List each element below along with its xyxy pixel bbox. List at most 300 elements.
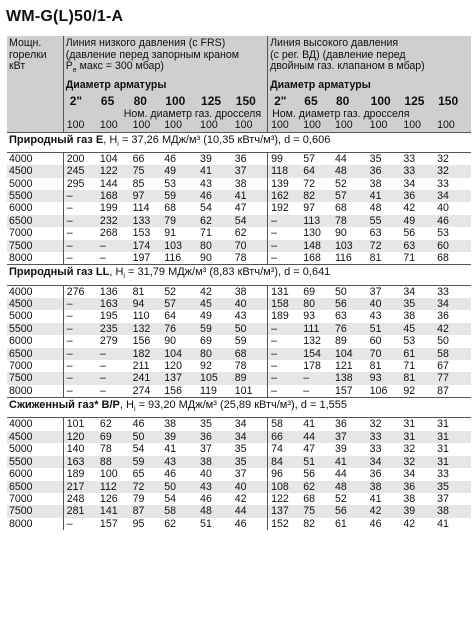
high-pressure-cell: 31 (400, 431, 434, 443)
power-cell: 6500 (7, 215, 63, 227)
high-pressure-cell: 192 (268, 202, 301, 214)
high-pressure-cell: 152 (268, 518, 301, 530)
high-pressure-cell: 76 (332, 323, 367, 335)
table-row (7, 518, 471, 530)
table-row (7, 431, 471, 443)
low-pressure-cell: – (63, 252, 97, 265)
high-pressure-cell: 58 (268, 418, 301, 431)
diameter-value: 65 (100, 93, 115, 108)
low-pressure-cell: 49 (161, 165, 197, 177)
power-cell: 7500 (7, 505, 63, 517)
low-pressure-cell: 87 (130, 505, 162, 517)
low-pressure-cell: 200 (63, 152, 97, 165)
high-pressure-cell: 93 (303, 310, 316, 323)
power-cell: 6000 (9, 468, 33, 481)
low-pressure-cell: 46 (130, 418, 162, 431)
high-pressure-cell: 45 (400, 323, 434, 335)
high-pressure-cell: 36 (367, 165, 401, 177)
low-pressure-cell: 163 (97, 298, 130, 310)
table-row (7, 468, 471, 480)
low-pressure-cell: 37 (234, 468, 247, 481)
diameter-value: 65 (304, 93, 318, 108)
high-pressure-cell: 178 (303, 360, 321, 373)
high-pressure-cell: 52 (334, 492, 347, 505)
high-pressure-cell: 92 (403, 384, 416, 397)
low-pressure-cell: 136 (97, 285, 130, 298)
low-pressure-cell: 50 (130, 431, 162, 443)
table-row (7, 481, 471, 493)
low-pressure-cell: 40 (232, 298, 268, 310)
low-nom-label: Ном. диаметр газ. дросселя (63, 109, 267, 121)
high-pressure-cell: 31 (437, 443, 449, 456)
low-pressure-cell: 40 (200, 468, 212, 481)
section-hi-label: , H (103, 133, 118, 146)
low-pressure-cell: 51 (200, 517, 212, 530)
low-pressure-cell: 114 (132, 202, 150, 215)
low-pressure-cell: 35 (232, 456, 268, 468)
power-cell: 5000 (9, 310, 33, 323)
high-pressure-cell: – (268, 323, 301, 335)
high-pressure-cell: 33 (437, 468, 449, 481)
low-pressure-cell: 156 (164, 384, 182, 397)
low-pressure-cell: 37 (232, 165, 268, 177)
table-row (7, 240, 471, 252)
low-pressure-cell: 44 (232, 505, 268, 517)
power-cell: 8000 (9, 384, 33, 397)
low-pressure-line: Линия низкого давления (с FRS) (65, 37, 226, 49)
low-pressure-cell: 62 (234, 227, 247, 240)
power-cell: 6500 (7, 348, 63, 360)
low-pressure-cell: 46 (161, 152, 197, 165)
low-pressure-cell: 57 (161, 298, 197, 310)
section-header-row (7, 398, 471, 418)
high-pressure-cell: 58 (434, 348, 471, 360)
high-pressure-cell: 34 (403, 468, 416, 481)
power-cell: 4000 (7, 152, 63, 165)
high-pressure-cell: 43 (369, 310, 382, 323)
high-pressure-cell: 33 (367, 431, 401, 443)
section-title (7, 398, 471, 418)
high-pressure-cell: 38 (403, 310, 416, 323)
low-pressure-cell: 41 (164, 443, 177, 456)
nominal-value: 100 (164, 120, 182, 132)
low-pressure-cell: 35 (234, 443, 247, 456)
nominal-value: 100 (303, 120, 321, 132)
low-pressure-cell: 78 (234, 360, 247, 373)
low-pressure-cell: – (97, 348, 130, 360)
low-pressure-cell: 126 (99, 492, 118, 505)
high-pressure-cell: – (268, 385, 301, 398)
high-pressure-cell: 56 (403, 227, 416, 240)
section-hi-subscript: i (123, 273, 125, 281)
low-pressure-cell: 137 (161, 372, 197, 384)
low-pressure-cell: 295 (63, 178, 97, 190)
low-pressure-cell: 70 (232, 240, 268, 252)
diameter-value: 2" (63, 93, 97, 109)
high-pressure-cell: – (268, 227, 301, 239)
high-pressure-cell: 106 (369, 384, 388, 397)
table-row (7, 178, 471, 190)
low-pressure-cell: – (63, 385, 97, 398)
low-pressure-cell: 43 (234, 310, 247, 323)
low-pressure-cell: 59 (130, 456, 162, 468)
low-pressure-cell: 35 (197, 418, 232, 431)
low-pressure-cell: 79 (132, 492, 145, 505)
high-pressure-cell: 118 (268, 165, 301, 177)
high-pressure-cell: 97 (303, 202, 316, 215)
high-pressure-cell: 41 (437, 517, 449, 530)
low-pressure-cell: – (99, 252, 106, 265)
high-pressure-cell: 40 (437, 202, 449, 215)
table-row (7, 252, 471, 265)
low-pressure-cell: 54 (232, 215, 268, 227)
power-cell: 5000 (9, 443, 33, 456)
low-pressure-cell: 141 (97, 505, 130, 517)
power-cell: 5500 (7, 456, 63, 468)
low-pressure-cell: 235 (97, 323, 130, 335)
low-pressure-cell: 36 (197, 431, 232, 443)
high-pressure-cell: 33 (369, 443, 382, 456)
low-pressure-cell: 122 (97, 165, 130, 177)
low-pressure-cell: 38 (197, 456, 232, 468)
power-cell: 7000 (9, 227, 33, 240)
table-row (7, 385, 471, 398)
high-pressure-cell: 64 (300, 165, 332, 177)
low-pressure-cell: 78 (99, 443, 112, 456)
table-row (7, 456, 471, 468)
low-pressure-cell: 153 (132, 227, 151, 240)
low-pressure-cell: – (63, 298, 97, 310)
table-row (7, 505, 471, 517)
low-pressure-cell: 100 (99, 468, 118, 481)
power-cell: 7000 (9, 492, 33, 505)
low-pressure-cell: 68 (164, 202, 177, 215)
high-pressure-cell: 81 (369, 360, 382, 373)
high-pressure-cell: 81 (400, 372, 434, 384)
high-pressure-cell: 34 (434, 190, 471, 202)
low-pressure-cell: 46 (234, 517, 247, 530)
high-pressure-cell: 33 (400, 152, 434, 165)
empty-cell (7, 109, 63, 121)
low-pressure-cell: – (97, 372, 130, 384)
low-pressure-cell: 43 (197, 481, 232, 493)
high-pressure-cell: 31 (400, 418, 434, 431)
low-pressure-cell: 217 (63, 481, 97, 493)
high-pressure-cell: 81 (369, 252, 382, 265)
high-pressure-cell: 32 (367, 418, 401, 431)
low-pressure-cell: 132 (130, 323, 162, 335)
empty-cell (7, 120, 63, 132)
low-pressure-cell: 54 (164, 492, 177, 505)
high-pressure-cell: 162 (268, 190, 301, 202)
diam-values-row (7, 93, 471, 109)
nominal-value: 100 (334, 120, 353, 132)
high-pressure-header (268, 36, 471, 77)
high-pressure-cell: 67 (437, 360, 449, 373)
high-pressure-line: Линия высокого давления (270, 37, 399, 49)
nominal-value: 100 (268, 120, 301, 132)
high-pressure-cell: 80 (300, 298, 332, 310)
high-pressure-cell: 60 (369, 335, 382, 348)
high-pressure-cell: 56 (332, 298, 367, 310)
high-pressure-line: (с рег. ВД) (давление перед (270, 48, 406, 61)
table-row (7, 227, 471, 239)
high-pressure-cell: 87 (437, 384, 449, 397)
high-pressure-cell: 34 (367, 456, 401, 468)
high-pressure-cell: – (268, 240, 301, 252)
section-properties: = 37,26 МДж/м³ (10,35 кВтч/м³), d = 0,606 (118, 133, 331, 146)
high-pressure-cell: – (268, 348, 301, 360)
high-pressure-cell: 131 (268, 285, 301, 298)
low-pressure-cell: 80 (197, 348, 232, 360)
diameter-value: 150 (235, 93, 256, 108)
low-pressure-cell: 34 (232, 418, 268, 431)
high-pressure-cell: 38 (403, 492, 416, 505)
low-pressure-cell: – (63, 227, 97, 239)
table-row (7, 348, 471, 360)
power-col-line: горелки (9, 48, 47, 61)
high-pressure-cell: 68 (437, 252, 449, 265)
low-pressure-cell: 120 (164, 360, 182, 373)
low-pressure-cell: – (99, 360, 106, 373)
low-pressure-cell: 41 (232, 190, 268, 202)
low-pressure-cell: 133 (130, 215, 162, 227)
low-pressure-cell: 248 (63, 493, 97, 505)
high-pressure-cell: 52 (334, 177, 347, 190)
low-pressure-cell: 54 (200, 202, 212, 215)
high-pressure-cell: 42 (434, 323, 471, 335)
high-pressure-cell: 44 (334, 468, 347, 481)
high-pressure-cell: 44 (300, 431, 332, 443)
diameter-value: 80 (335, 93, 350, 108)
section-title (7, 265, 471, 285)
low-pressure-cell: 110 (132, 310, 150, 323)
high-pressure-cell: 99 (268, 152, 301, 165)
high-pressure-cell: 38 (369, 177, 382, 190)
high-pressure-cell: 50 (332, 285, 367, 298)
high-diam-label: Диаметр арматуры (268, 77, 471, 93)
low-pressure-cell: 45 (197, 298, 232, 310)
high-pressure-cell: 32 (434, 152, 471, 165)
high-pressure-cell: 37 (367, 285, 401, 298)
power-cell: 6000 (9, 202, 33, 215)
high-pressure-cell: 157 (334, 384, 353, 397)
high-pressure-cell: – (268, 335, 301, 347)
low-pressure-cell: 36 (232, 152, 268, 165)
high-pressure-cell: 63 (400, 240, 434, 252)
low-pressure-cell: 268 (99, 227, 118, 240)
low-pressure-cell: 211 (132, 360, 150, 373)
high-nom-label: Ном. диаметр газ. дросселя (268, 109, 471, 121)
diam-label-row (7, 77, 471, 93)
pressure-table-wrap (7, 36, 471, 530)
high-pressure-cell: 68 (303, 492, 316, 505)
low-pressure-cell: 156 (132, 335, 151, 348)
high-pressure-cell: 130 (303, 227, 321, 240)
high-pressure-cell: 36 (437, 310, 449, 323)
low-pressure-cell: 90 (200, 252, 212, 265)
low-pressure-cell: 140 (63, 443, 97, 455)
low-pressure-cell: 279 (99, 335, 118, 348)
high-pressure-cell: 189 (268, 310, 301, 322)
section-hi-label: , H (119, 399, 134, 412)
low-pressure-cell: – (63, 240, 97, 252)
high-pressure-cell: 32 (434, 165, 471, 177)
power-cell: 5500 (7, 323, 63, 335)
low-pressure-cell: 89 (232, 372, 268, 384)
high-pressure-cell: 37 (332, 431, 367, 443)
low-pressure-cell: 68 (232, 348, 268, 360)
power-cell: 6000 (9, 335, 33, 348)
high-pressure-cell: 63 (334, 310, 347, 323)
low-pressure-cell: 168 (97, 190, 130, 202)
high-pressure-line: двойным газ. клапаном в мбар) (270, 60, 425, 72)
low-pressure-cell: 116 (164, 252, 182, 265)
low-pressure-cell: 48 (197, 505, 232, 517)
section-header-row (7, 265, 471, 285)
high-pressure-cell: – (268, 372, 301, 384)
table-row (7, 285, 471, 298)
section-hi-subscript: i (133, 406, 136, 414)
high-pressure-cell: 49 (400, 215, 434, 227)
section-hi-subscript: i (117, 140, 119, 148)
table-row (7, 215, 471, 227)
high-pressure-cell: 35 (400, 298, 434, 310)
low-pressure-cell: – (63, 348, 97, 360)
low-pressure-cell: 54 (132, 443, 145, 456)
low-pressure-cell: 281 (63, 505, 97, 517)
low-pressure-cell: 62 (97, 418, 130, 431)
power-col-header (7, 36, 63, 77)
low-pressure-cell: 59 (197, 323, 232, 335)
high-pressure-cell: 33 (437, 177, 449, 190)
high-pressure-cell: 38 (367, 481, 401, 493)
high-pressure-cell: 77 (434, 372, 471, 384)
section-hi-label: , H (109, 266, 124, 279)
nom-label-row (7, 109, 471, 121)
low-pressure-cell: 58 (161, 505, 197, 517)
low-pressure-cell: 41 (197, 165, 232, 177)
diameter-value: 150 (438, 93, 459, 108)
low-pressure-cell: 39 (161, 431, 197, 443)
low-pressure-cell: – (63, 372, 97, 384)
high-pressure-cell: 122 (268, 493, 301, 505)
table-row (7, 323, 471, 335)
low-pressure-cell: 50 (232, 323, 268, 335)
nominal-value: 100 (403, 120, 422, 132)
low-pressure-cell: 43 (200, 177, 212, 190)
low-pressure-cell: 47 (234, 202, 247, 215)
low-pressure-cell: 91 (164, 227, 177, 240)
high-pressure-cell: 89 (334, 335, 347, 348)
high-pressure-cell: – (268, 360, 301, 372)
high-pressure-cell: 113 (300, 215, 332, 227)
low-pressure-cell: 81 (130, 285, 162, 298)
high-pressure-cell: – (268, 215, 301, 227)
power-cell: 7500 (7, 372, 63, 384)
high-pressure-cell: 41 (332, 456, 367, 468)
high-pressure-cell: 66 (268, 431, 301, 443)
table-row (7, 372, 471, 384)
low-pressure-cell: 62 (197, 215, 232, 227)
low-pressure-cell: 59 (234, 335, 247, 348)
high-pressure-cell: 38 (434, 505, 471, 517)
low-pressure-cell: 65 (132, 468, 145, 481)
high-pressure-cell: 84 (268, 456, 301, 468)
high-pressure-cell: 121 (334, 360, 353, 373)
table-row (7, 202, 471, 214)
high-pressure-cell: 36 (369, 468, 382, 481)
low-pressure-cell: – (99, 384, 106, 397)
high-pressure-cell: 103 (332, 240, 367, 252)
high-pressure-cell: 82 (303, 517, 316, 530)
low-pressure-cell: 92 (200, 360, 212, 373)
high-pressure-cell: 42 (403, 517, 416, 530)
high-pressure-cell: 36 (400, 190, 434, 202)
low-pressure-cell: 46 (197, 190, 232, 202)
low-pressure-cell: – (63, 323, 97, 335)
low-pressure-cell: – (63, 202, 97, 214)
low-pressure-cell: 199 (99, 202, 118, 215)
power-cell: 4500 (7, 431, 63, 443)
high-pressure-cell: 35 (434, 481, 471, 493)
high-pressure-cell: 41 (369, 492, 382, 505)
nominal-value: 100 (63, 120, 97, 132)
diameter-value: 125 (201, 93, 222, 108)
low-pressure-cell: 104 (161, 348, 197, 360)
low-pressure-cell: – (63, 335, 97, 347)
high-pressure-cell: 116 (334, 252, 352, 265)
high-pressure-cell: 33 (434, 285, 471, 298)
high-pressure-cell: 48 (332, 481, 367, 493)
low-pressure-cell: 85 (132, 177, 145, 190)
power-cell: 4000 (7, 285, 63, 298)
low-pressure-cell: 97 (130, 190, 162, 202)
high-pressure-cell: 56 (332, 505, 367, 517)
p-max-text: макс = 300 мбар) (79, 60, 164, 72)
power-cell: 4000 (7, 418, 63, 431)
nominal-value: 100 (369, 120, 388, 132)
section-gas-name: Природный газ E (9, 133, 104, 146)
low-pressure-cell: 88 (97, 456, 130, 468)
high-pressure-cell: 31 (434, 456, 471, 468)
high-pressure-cell: 72 (303, 177, 316, 190)
low-pressure-cell: 42 (197, 285, 232, 298)
low-pressure-cell: 197 (132, 252, 151, 265)
table-row (7, 360, 471, 372)
low-pressure-cell: 241 (130, 372, 162, 384)
high-pressure-cell: 51 (367, 323, 401, 335)
diameter-value: 2" (268, 93, 301, 109)
high-pressure-cell: 56 (303, 468, 316, 481)
high-pressure-cell: 108 (268, 481, 301, 493)
table-body (7, 132, 471, 530)
low-pressure-cell: 232 (97, 215, 130, 227)
high-pressure-cell: 40 (367, 298, 401, 310)
low-pressure-cell: 103 (161, 240, 197, 252)
table-row (7, 310, 471, 322)
high-pressure-cell: 168 (303, 252, 321, 265)
high-pressure-cell: 42 (403, 202, 416, 215)
low-pressure-cell: 79 (161, 215, 197, 227)
low-pressure-cell: 119 (200, 384, 217, 397)
low-pressure-cell: 105 (197, 372, 232, 384)
section-title (7, 132, 471, 152)
low-pressure-cell: 157 (99, 517, 118, 530)
low-pressure-cell: 69 (97, 431, 130, 443)
high-pressure-cell: 36 (332, 418, 367, 431)
high-pressure-cell: 111 (300, 323, 332, 335)
